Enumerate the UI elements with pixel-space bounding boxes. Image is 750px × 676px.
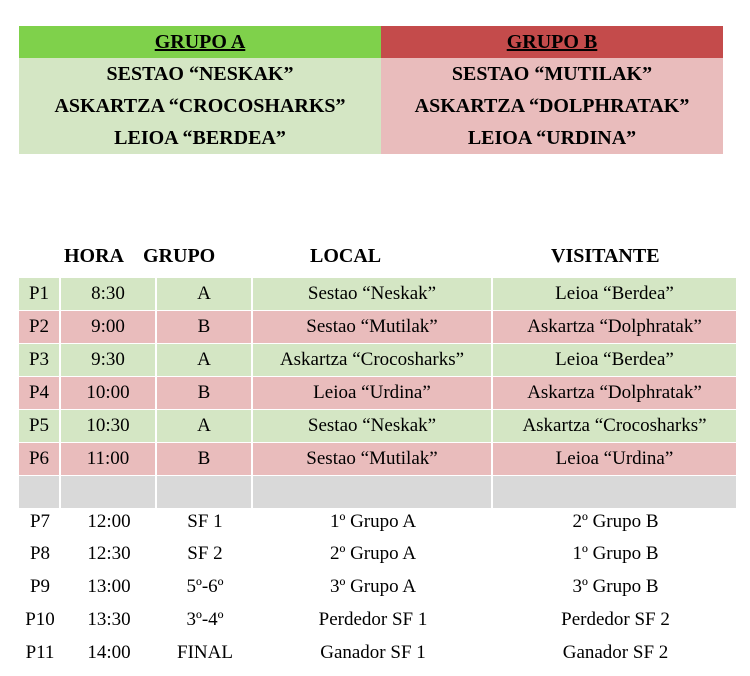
- match-time: 10:30: [61, 410, 157, 442]
- knockout-row: [19, 637, 738, 669]
- match-number: P5: [19, 410, 61, 442]
- group-b-team: SESTAO “MUTILAK”: [381, 58, 723, 90]
- match-group: A: [157, 278, 253, 310]
- match-local: 2º Grupo A: [329, 543, 417, 564]
- groups-header-row: [19, 26, 723, 58]
- match-number: P1: [19, 278, 61, 310]
- match-visitante: 2º Grupo B: [572, 511, 659, 532]
- header-local: LOCAL: [310, 245, 382, 267]
- match-number: P11: [25, 642, 55, 663]
- match-local: Askartza “Crocosharks”: [253, 344, 493, 376]
- match-time: 8:30: [61, 278, 157, 310]
- match-visitante: Leioa “Berdea”: [493, 278, 738, 310]
- match-round: FINAL: [177, 642, 233, 663]
- match-number: P4: [19, 377, 61, 409]
- match-round: SF 1: [187, 511, 223, 532]
- separator-cell: [253, 476, 493, 508]
- group-a-team: LEIOA “BERDEA”: [19, 122, 381, 154]
- match-local: Sestao “Mutilak”: [253, 311, 493, 343]
- separator-cell: [19, 476, 61, 508]
- match-visitante: 3º Grupo B: [572, 576, 659, 597]
- match-row: [19, 344, 738, 376]
- separator-row: [19, 476, 738, 508]
- group-a-team: ASKARTZA “CROCOSHARKS”: [19, 90, 381, 122]
- match-time: 13:30: [87, 609, 131, 630]
- match-round: 3º-4º: [186, 609, 224, 630]
- match-time: 11:00: [61, 443, 157, 475]
- match-local: 1º Grupo A: [329, 511, 417, 532]
- separator-cell: [61, 476, 157, 508]
- groups-team-row: [19, 58, 723, 90]
- group-a-team: SESTAO “NESKAK”: [19, 58, 381, 90]
- knockout-row: [19, 506, 738, 538]
- match-visitante: Perdedor SF 2: [561, 609, 670, 630]
- match-visitante: Leioa “Urdina”: [493, 443, 738, 475]
- knockout-row: [19, 538, 738, 570]
- match-visitante: 1º Grupo B: [572, 543, 659, 564]
- match-number: P7: [29, 511, 51, 532]
- match-time: 13:00: [87, 576, 131, 597]
- match-local: Perdedor SF 1: [318, 609, 428, 630]
- match-visitante: Leioa “Berdea”: [493, 344, 738, 376]
- match-number: P10: [25, 609, 55, 630]
- header-visitante: VISITANTE: [551, 245, 660, 267]
- match-time: 9:30: [61, 344, 157, 376]
- match-local: Leioa “Urdina”: [253, 377, 493, 409]
- match-row: [19, 443, 738, 475]
- header-hora: HORA: [64, 245, 124, 267]
- match-number: P2: [19, 311, 61, 343]
- match-local: Sestao “Neskak”: [253, 278, 493, 310]
- match-visitante: Ganador SF 2: [562, 642, 669, 663]
- match-visitante: Askartza “Crocosharks”: [493, 410, 738, 442]
- match-group: A: [157, 344, 253, 376]
- match-local: Ganador SF 1: [320, 642, 426, 663]
- separator-cell: [157, 476, 253, 508]
- match-row: [19, 278, 738, 310]
- match-time: 10:00: [61, 377, 157, 409]
- groups-table: [19, 26, 723, 154]
- match-local: Sestao “Mutilak”: [253, 443, 493, 475]
- match-row: [19, 377, 738, 409]
- match-time: 12:30: [87, 543, 131, 564]
- match-round: 5º-6º: [186, 576, 224, 597]
- match-number: P3: [19, 344, 61, 376]
- group-a-title: GRUPO A: [19, 26, 381, 58]
- group-b-title: GRUPO B: [381, 26, 723, 58]
- groups-team-row: [19, 90, 723, 122]
- groups-team-row: [19, 122, 723, 154]
- knockout-row: [19, 571, 738, 603]
- match-visitante: Askartza “Dolphratak”: [493, 311, 738, 343]
- match-time: 9:00: [61, 311, 157, 343]
- match-time: 14:00: [87, 642, 131, 663]
- match-row: [19, 311, 738, 343]
- match-group: A: [157, 410, 253, 442]
- match-group: B: [157, 443, 253, 475]
- group-b-team: LEIOA “URDINA”: [381, 122, 723, 154]
- match-row: [19, 410, 738, 442]
- knockout-row: [19, 604, 738, 636]
- match-number: P8: [29, 543, 51, 564]
- match-group: B: [157, 311, 253, 343]
- match-number: P9: [29, 576, 51, 597]
- match-group: B: [157, 377, 253, 409]
- match-time: 12:00: [87, 511, 131, 532]
- match-number: P6: [19, 443, 61, 475]
- match-local: Sestao “Neskak”: [253, 410, 493, 442]
- header-grupo: GRUPO: [143, 245, 216, 267]
- match-round: SF 2: [187, 543, 223, 564]
- separator-cell: [493, 476, 738, 508]
- match-local: 3º Grupo A: [329, 576, 417, 597]
- match-visitante: Askartza “Dolphratak”: [493, 377, 738, 409]
- group-b-team: ASKARTZA “DOLPHRATAK”: [381, 90, 723, 122]
